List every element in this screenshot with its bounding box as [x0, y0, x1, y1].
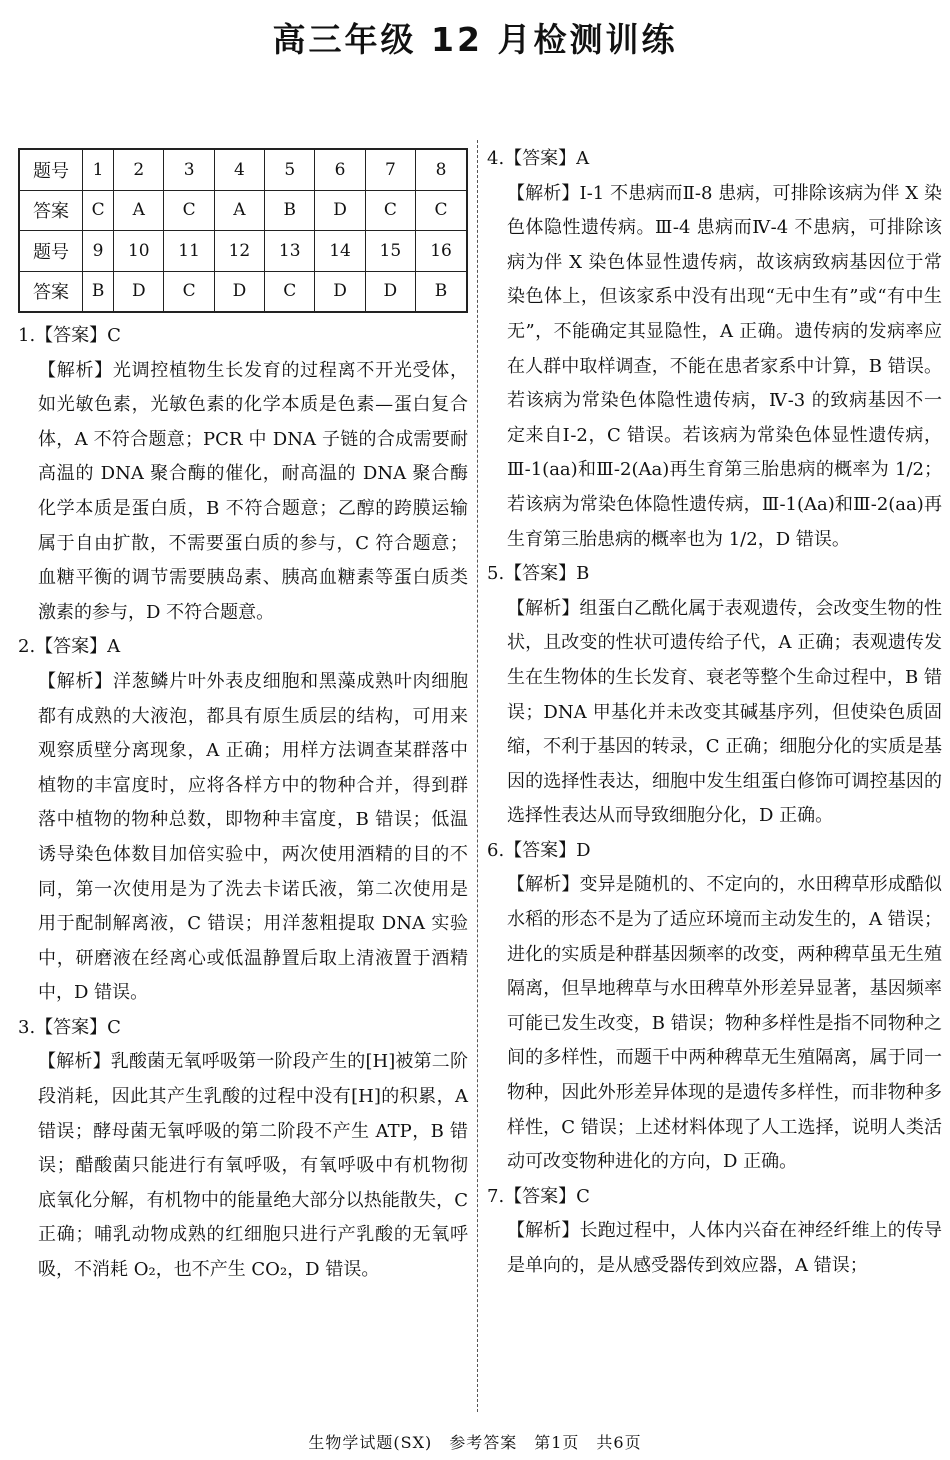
explanation: 【解析】长跑过程中，人体内兴奋在神经纤维上的传导是单向的，是从感受器传到效应器，A 错误；: [507, 1220, 942, 1276]
answer-line: 5.【答案】B: [487, 563, 590, 585]
page-title: 高三年级 12 月检测训练: [272, 20, 678, 59]
question-number: 12: [214, 231, 264, 272]
question-number: 1: [83, 149, 114, 190]
explanation: 【解析】光调控植物生长发育的过程离不开光受体，如光敏色素，光敏色素的化学本质是色素—蛋白复合体，A 不符合题意；PCR 中 DNA 子链的合成需要耐高温的 DNA 聚合酶的催化，耐高温的 DNA 聚合酶化学本质是蛋白质，B 不符合题意；乙醇的跨膜运输属于自由扩散，不需要蛋白质的参与，C 符合题意；血糖平衡的调节需要胰岛素、胰高血糖素等蛋白质类激素的参与，D 不符合题意。: [38, 359, 468, 623]
row-header: 题号: [19, 231, 83, 272]
answer-cell: D: [214, 271, 264, 312]
question-number: 11: [164, 231, 214, 272]
answer-cell: D: [315, 190, 365, 231]
answer-line: 7.【答案】C: [487, 1185, 590, 1207]
question-5: [487, 557, 942, 834]
answer-cell: D: [365, 271, 415, 312]
explanation: 【解析】洋葱鳞片叶外表皮细胞和黑藻成熟叶肉细胞都有成熟的大液泡，都具有原生质层的结构，可用来观察质壁分离现象，A 正确；用样方法调查某群落中植物的丰富度时，应将各样方中的物种合并，得到群落中植物的物种总数，即物种丰富度，B 错误；低温诱导染色体数目加倍实验中，两次使用酒精的目的不同，第一次使用是为了洗去卡诺氏液，第二次使用是用于配制解离液，C 错误；用洋葱粗提取 DNA 实验中，研磨液在经离心或低温静置后取上清液置于酒精中，D 错误。: [38, 670, 468, 1004]
answer-cell: B: [265, 190, 315, 231]
question-number: 15: [365, 231, 415, 272]
explanation: 【解析】组蛋白乙酰化属于表观遗传，会改变生物的性状，且改变的性状可遗传给子代，A 正确；表观遗传发生在生物体的生长发育、衰老等整个生命过程中，B 错误；DNA 甲基化并未改变其碱基序列，但使染色质固缩，不利于基因的转录，C 正确；细胞分化的实质是基因的选择性表达，细胞中发生组蛋白修饰可调控基因的选择性表达从而导致细胞分化，D 正确。: [507, 597, 942, 827]
answer-cell: B: [83, 271, 114, 312]
answer-cell: D: [315, 271, 365, 312]
explanation: 【解析】Ⅰ-1 不患病而Ⅱ-8 患病，可排除该病为伴 X 染色体隐性遗传病。Ⅲ-4 患病而Ⅳ-4 不患病，可排除该病为伴 X 染色体显性遗传病，故该病致病基因位于常染色体上，但该家系中没有出现“无中生有”或“有中生无”，不能确定其显隐性，A 正确。遗传病的发病率应在人群中取样调查，不能在患者家系中计算，B 错误。若该病为常染色体隐性遗传病，Ⅳ-3 的致病基因不一定来自Ⅰ-2，C 错误。若该病为常染色体显性遗传病，Ⅲ-1(aa)和Ⅲ-2(Aa)再生育第三胎患病的概率为 1/2；若该病为常染色体隐性遗传病，Ⅲ-1(Aa)和Ⅲ-2(aa)再生育第三胎患病的概率也为 1/2，D 错误。: [507, 182, 942, 550]
answer-line: 6.【答案】D: [487, 839, 591, 861]
question-6: [487, 834, 942, 1180]
question-number: 13: [265, 231, 315, 272]
answer-cell: C: [365, 190, 415, 231]
question-number: 6: [315, 149, 365, 190]
table-row-numbers-2: [19, 231, 467, 272]
question-number: 3: [164, 149, 214, 190]
question-1: [18, 319, 468, 630]
question-number: 4: [214, 149, 264, 190]
answer-cell: C: [83, 190, 114, 231]
question-number: 7: [365, 149, 415, 190]
question-number: 2: [114, 149, 164, 190]
answer-cell: A: [214, 190, 264, 231]
page-footer: 生物学试题(SX) 参考答案 第1页 共6页: [308, 1433, 642, 1452]
row-header: 答案: [19, 190, 83, 231]
column-divider: [477, 140, 479, 1412]
explanation: 【解析】乳酸菌无氧呼吸第一阶段产生的[H]被第二阶段消耗，因此其产生乳酸的过程中没有[H]的积累，A 错误；酵母菌无氧呼吸的第二阶段不产生 ATP，B 错误；醋酸菌只能进行有氧呼吸，有氧呼吸中有机物彻底氧化分解，有机物中的能量绝大部分以热能散失，C 正确；哺乳动物成熟的红细胞只进行产乳酸的无氧呼吸，不消耗 O₂，也不产生 CO₂，D 错误。: [38, 1051, 468, 1281]
answer-cell: C: [265, 271, 315, 312]
answer-line: 4.【答案】A: [487, 148, 590, 169]
question-2: [18, 630, 468, 1011]
question-number: 14: [315, 231, 365, 272]
table-row-numbers-1: [19, 149, 467, 190]
table-row-answers-2: [19, 271, 467, 312]
answer-line: 2.【答案】A: [18, 636, 121, 658]
right-column: [487, 148, 942, 1284]
row-header: 题号: [19, 149, 83, 190]
question-7: [487, 1180, 942, 1284]
question-number: 10: [114, 231, 164, 272]
table-row-answers-1: [19, 190, 467, 231]
question-number: 5: [265, 149, 315, 190]
explanation: 【解析】变异是随机的、不定向的，水田稗草形成酷似水稻的形态不是为了适应环境而主动发生的，A 错误；进化的实质是种群基因频率的改变，两种稗草虽无生殖隔离，但旱地稗草与水田稗草外形差异显著，基因频率可能已发生改变，B 错误；物种多样性是指不同物种之间的多样性，而题干中两种稗草无生殖隔离，属于同一物种，因此外形差异体现的是遗传多样性，而非物种多样性，C 错误；上述材料体现了人工选择，说明人类活动可改变物种进化的方向，D 正确。: [507, 874, 942, 1173]
question-3: [18, 1011, 468, 1288]
row-header: 答案: [19, 271, 83, 312]
answer-table: [18, 148, 468, 313]
answer-cell: A: [114, 190, 164, 231]
question-4: [487, 142, 942, 557]
answer-cell: D: [114, 271, 164, 312]
answer-line: 1.【答案】C: [18, 325, 121, 346]
answer-cell: C: [164, 271, 214, 312]
question-number: 9: [83, 231, 114, 272]
question-number: 8: [416, 149, 467, 190]
answer-cell: B: [416, 271, 467, 312]
answer-cell: C: [164, 190, 214, 231]
question-number: 16: [416, 231, 467, 272]
left-column: [18, 148, 468, 1288]
answer-line: 3.【答案】C: [18, 1016, 121, 1038]
answer-cell: C: [416, 190, 467, 231]
